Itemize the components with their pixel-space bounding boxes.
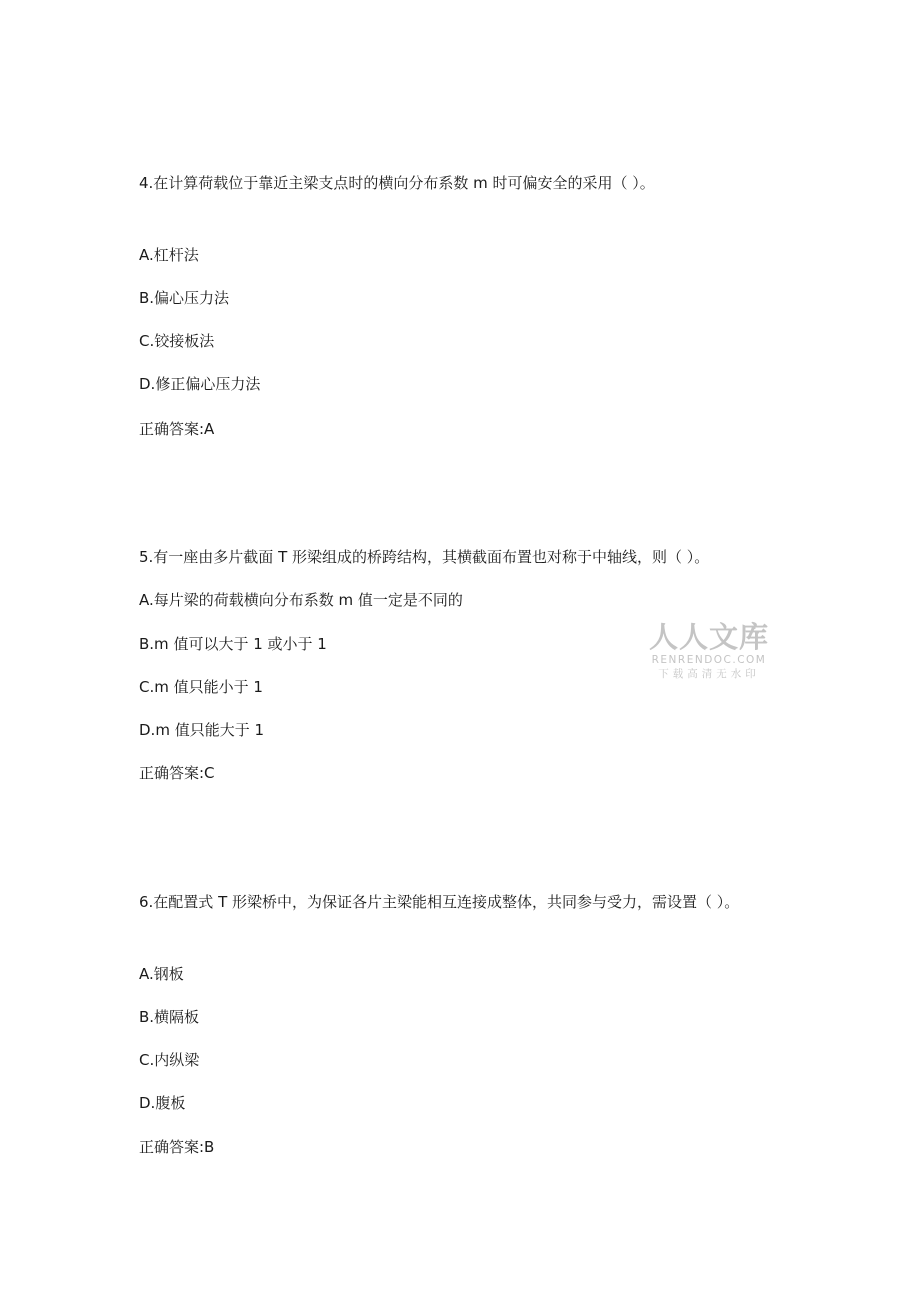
question-6-answer: 正确答案:B bbox=[139, 1138, 215, 1156]
question-5-option-b: B.m 值可以大于 1 或小于 1 bbox=[139, 635, 327, 653]
watermark bbox=[646, 620, 772, 681]
question-4-stem: 4.在计算荷载位于靠近主梁支点时的横向分布系数 m 时可偏安全的采用（ ）。 bbox=[139, 174, 655, 192]
watermark-title: 人人文库 bbox=[648, 620, 769, 654]
question-5-option-d: D.m 值只能大于 1 bbox=[139, 721, 265, 739]
question-6-option-c: C.内纵梁 bbox=[139, 1051, 200, 1069]
question-4-answer: 正确答案:A bbox=[139, 420, 215, 438]
question-6-option-d: D.腹板 bbox=[139, 1094, 186, 1112]
watermark-slogan: 下载高清无水印 bbox=[658, 668, 760, 680]
question-4-option-b: B.偏心压力法 bbox=[139, 289, 230, 307]
watermark-domain: RENRENDOC.COM bbox=[651, 654, 767, 666]
question-4-option-a: A.杠杆法 bbox=[139, 246, 199, 264]
question-6-stem: 6.在配置式 T 形梁桥中，为保证各片主梁能相互连接成整体，共同参与受力，需设置（ ）。 bbox=[139, 893, 740, 911]
question-5-option-c: C.m 值只能小于 1 bbox=[139, 678, 263, 696]
question-5-stem: 5.有一座由多片截面 T 形梁组成的桥跨结构，其横截面布置也对称于中轴线，则（ ）。 bbox=[139, 548, 710, 566]
question-6-option-b: B.横隔板 bbox=[139, 1008, 200, 1026]
question-5-option-a: A.每片梁的荷载横向分布系数 m 值一定是不同的 bbox=[139, 591, 463, 609]
question-5-answer: 正确答案:C bbox=[139, 764, 215, 782]
question-4-option-c: C.铰接板法 bbox=[139, 332, 215, 350]
question-6-option-a: A.钢板 bbox=[139, 965, 184, 983]
question-4-option-d: D.修正偏心压力法 bbox=[139, 375, 261, 393]
